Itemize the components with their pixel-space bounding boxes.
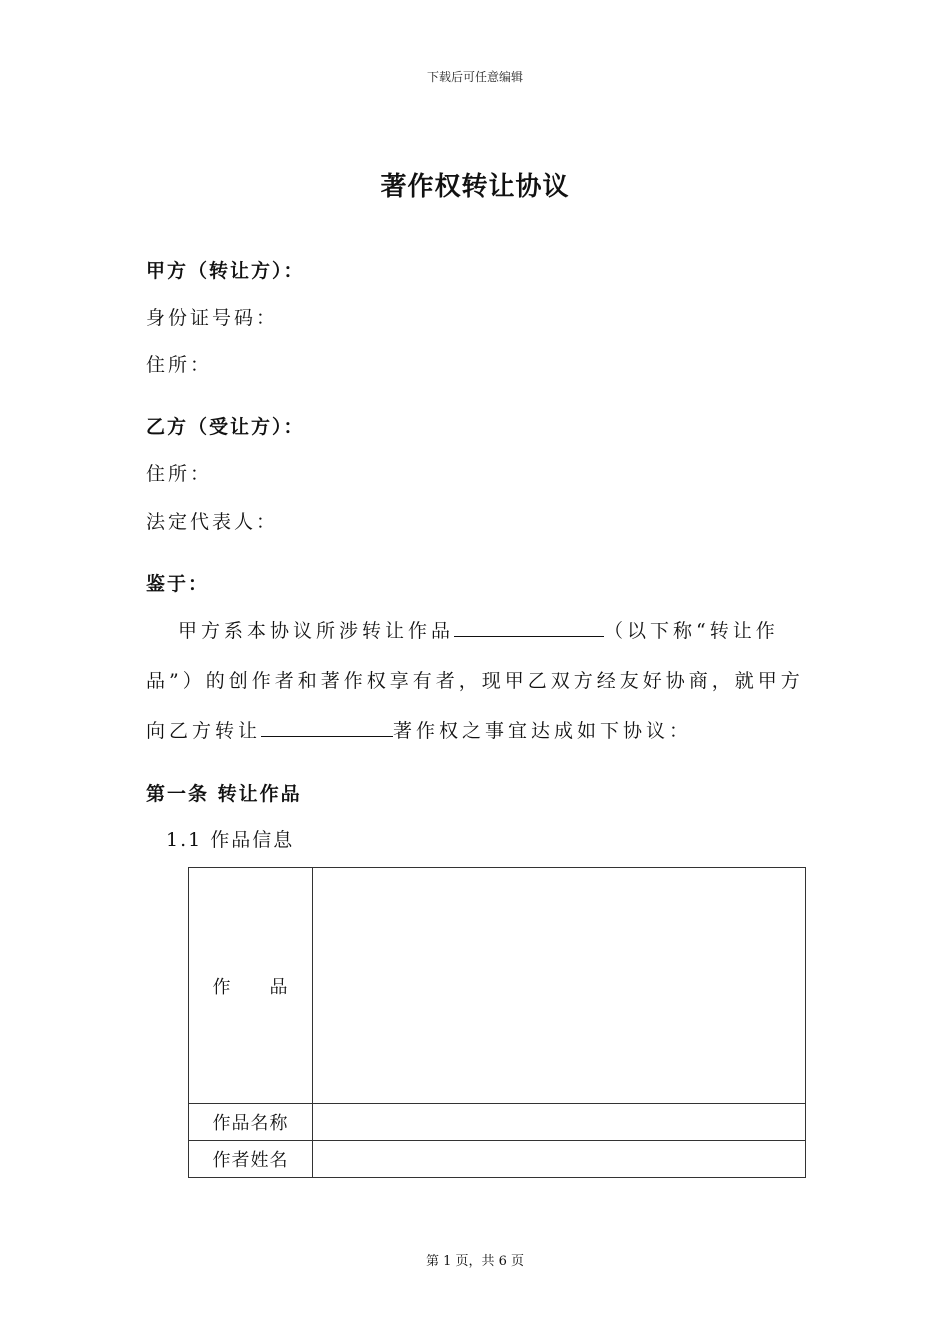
whereas-line-1	[146, 616, 806, 643]
table-row	[189, 1141, 806, 1178]
document-title: 著作权转让协议	[380, 172, 570, 202]
header-note: 下载后可任意编辑	[426, 70, 523, 84]
article-1-heading: 第一条 转让作品	[146, 783, 302, 805]
author-name-label-cell: 作者姓名	[189, 1141, 313, 1178]
party-b-heading: 乙方（受让方）：	[146, 416, 305, 438]
rights-blank	[261, 718, 393, 737]
whereas-line-3	[146, 716, 806, 743]
whereas-line-3-start: 向乙方转让	[146, 720, 262, 742]
work-label-cell: 作 品	[189, 868, 313, 1104]
party-a-address-label: 住所：	[146, 354, 213, 376]
whereas-line-2: 品”）的创作者和著作权享有者，现甲乙双方经友好协商，就甲方	[146, 670, 804, 692]
work-content-cell	[313, 868, 806, 1104]
page-footer: 第 1 页，共 6 页	[425, 1254, 525, 1269]
party-b-address-label: 住所：	[146, 463, 213, 485]
work-name-value-cell	[313, 1104, 806, 1141]
party-a-heading: 甲方（转让方）：	[146, 260, 305, 282]
whereas-line-1-start: 甲方系本协议所涉转让作品	[178, 620, 455, 642]
table-row	[189, 1104, 806, 1141]
whereas-line-3-end: 著作权之事宜达成如下协议：	[393, 720, 693, 742]
work-name-label-cell: 作品名称	[189, 1104, 313, 1141]
author-name-value-cell	[313, 1141, 806, 1178]
party-b-rep-label: 法定代表人：	[146, 511, 279, 533]
work-blank	[454, 618, 604, 637]
whereas-line-1-end: （以下称“转让作	[604, 620, 779, 642]
table-row	[189, 868, 806, 1104]
article-1-sub-heading: 1.1 作品信息	[166, 829, 295, 851]
party-a-id-label: 身份证号码：	[146, 307, 279, 329]
work-info-table	[188, 867, 806, 1178]
whereas-heading: 鉴于：	[146, 573, 210, 595]
